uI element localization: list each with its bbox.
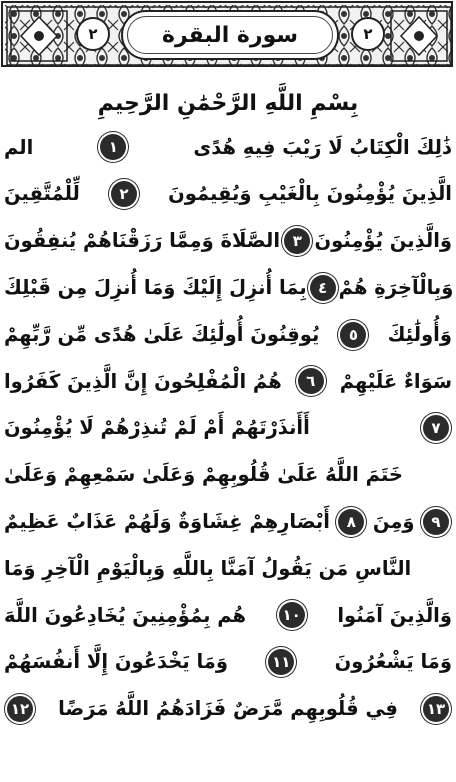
text-line	[4, 218, 452, 265]
text-line	[4, 171, 452, 218]
text-line	[4, 311, 452, 358]
ayah-number-marker: ٥	[340, 322, 366, 348]
text-line	[4, 358, 452, 405]
verse-text: وَأُولَٰئِكَ	[387, 322, 452, 346]
verse-text: أَبْصَارِهِمْ غِشَاوَةٌ وَلَهُمْ عَذَابٌ عَظِيمٌ	[4, 510, 330, 534]
verse-text: بِمَا أُنزِلَ إِلَيْكَ وَمَا أُنزِلَ مِن قَبْلِكَ	[4, 276, 307, 300]
ayah-number-marker: ١٠	[279, 602, 305, 628]
verse-text: وَالَّذِينَ يُؤْمِنُونَ	[314, 229, 452, 253]
verse-text: الَّذِينَ يُؤْمِنُونَ بِالْغَيْبِ وَيُقِيمُونَ	[168, 182, 452, 206]
ayah-number-marker: ٧	[423, 415, 449, 441]
verse-text: أَأَنذَرْتَهُمْ أَمْ لَمْ تُنذِرْهُمْ لَا يُؤْمِنُونَ	[4, 416, 310, 440]
ayah-number-marker: ٦	[298, 368, 324, 394]
verse-text: خَتَمَ اللَّهُ عَلَىٰ قُلُوبِهِمْ وَعَلَىٰ سَمْعِهِمْ وَعَلَىٰ	[4, 463, 403, 487]
ayah-number-marker: ٣	[284, 228, 310, 254]
ayah-number-marker: ١٢	[7, 696, 33, 722]
verse-lines	[4, 124, 452, 732]
surah-header-ornament	[1, 1, 453, 67]
text-line	[4, 405, 452, 452]
basmala: بِسْمِ اللَّهِ الرَّحْمَٰنِ الرَّحِيمِ	[97, 90, 359, 116]
verse-text: لِّلْمُتَّقِينَ	[4, 182, 80, 206]
verse-text: وَمِنَ	[372, 510, 415, 534]
text-line	[4, 639, 452, 686]
verse-text: النَّاسِ مَن يَقُولُ آمَنَّا بِاللَّهِ وَبِالْيَوْمِ الْآخِرِ وَمَا	[4, 556, 412, 580]
surah-title-cartouche	[121, 10, 339, 60]
verse-text: هُمُ الْمُفْلِحُونَ إِنَّ الَّذِينَ كَفَرُوا	[4, 369, 282, 393]
text-line	[4, 545, 452, 592]
verse-text: يُوقِنُونَ أُولَٰئِكَ عَلَىٰ هُدًى مِّن رَّبِّهِمْ	[4, 322, 320, 346]
text-line	[4, 498, 452, 545]
ayah-number-marker: ١١	[268, 649, 294, 675]
text-line	[4, 264, 452, 311]
verse-text: وَالَّذِينَ آمَنُوا	[337, 603, 452, 627]
header-rosette-left: ٢	[76, 17, 110, 51]
verse-text: وَمَا يَخْدَعُونَ إِلَّا أَنفُسَهُمْ	[4, 650, 228, 674]
verse-text: سَوَاءٌ عَلَيْهِمْ	[339, 369, 452, 393]
verse-text: وَبِالْآخِرَةِ هُمْ	[338, 276, 454, 300]
verse-text: هُم بِمُؤْمِنِينَ يُخَادِعُونَ اللَّهَ	[4, 603, 247, 627]
text-line	[4, 686, 452, 733]
text-line	[4, 452, 452, 499]
ayah-number-marker: ٨	[338, 509, 364, 535]
verse-text: الصَّلَاةَ وَمِمَّا رَزَقْنَاهُمْ يُنفِقُونَ	[4, 229, 281, 253]
ayah-number-marker: ١٣	[423, 696, 449, 722]
ayah-number-marker: ٤	[310, 275, 336, 301]
text-line	[4, 124, 452, 171]
verse-text: الم	[4, 135, 34, 159]
verse-text: فِي قُلُوبِهِم مَّرَضٌ فَزَادَهُمُ اللَّهُ مَرَضًا	[58, 697, 398, 721]
text-line	[4, 592, 452, 639]
verse-text: وَمَا يَشْعُرُونَ	[334, 650, 452, 674]
ayah-number-marker: ٩	[423, 509, 449, 535]
ayah-number-marker: ٢	[111, 181, 137, 207]
surah-title: سورة البقرة	[161, 22, 299, 48]
verse-text: ذَٰلِكَ الْكِتَابُ لَا رَيْبَ فِيهِ هُدًى	[193, 135, 452, 159]
header-rosette-right: ٢	[351, 17, 385, 51]
ayah-number-marker: ١	[100, 134, 126, 160]
